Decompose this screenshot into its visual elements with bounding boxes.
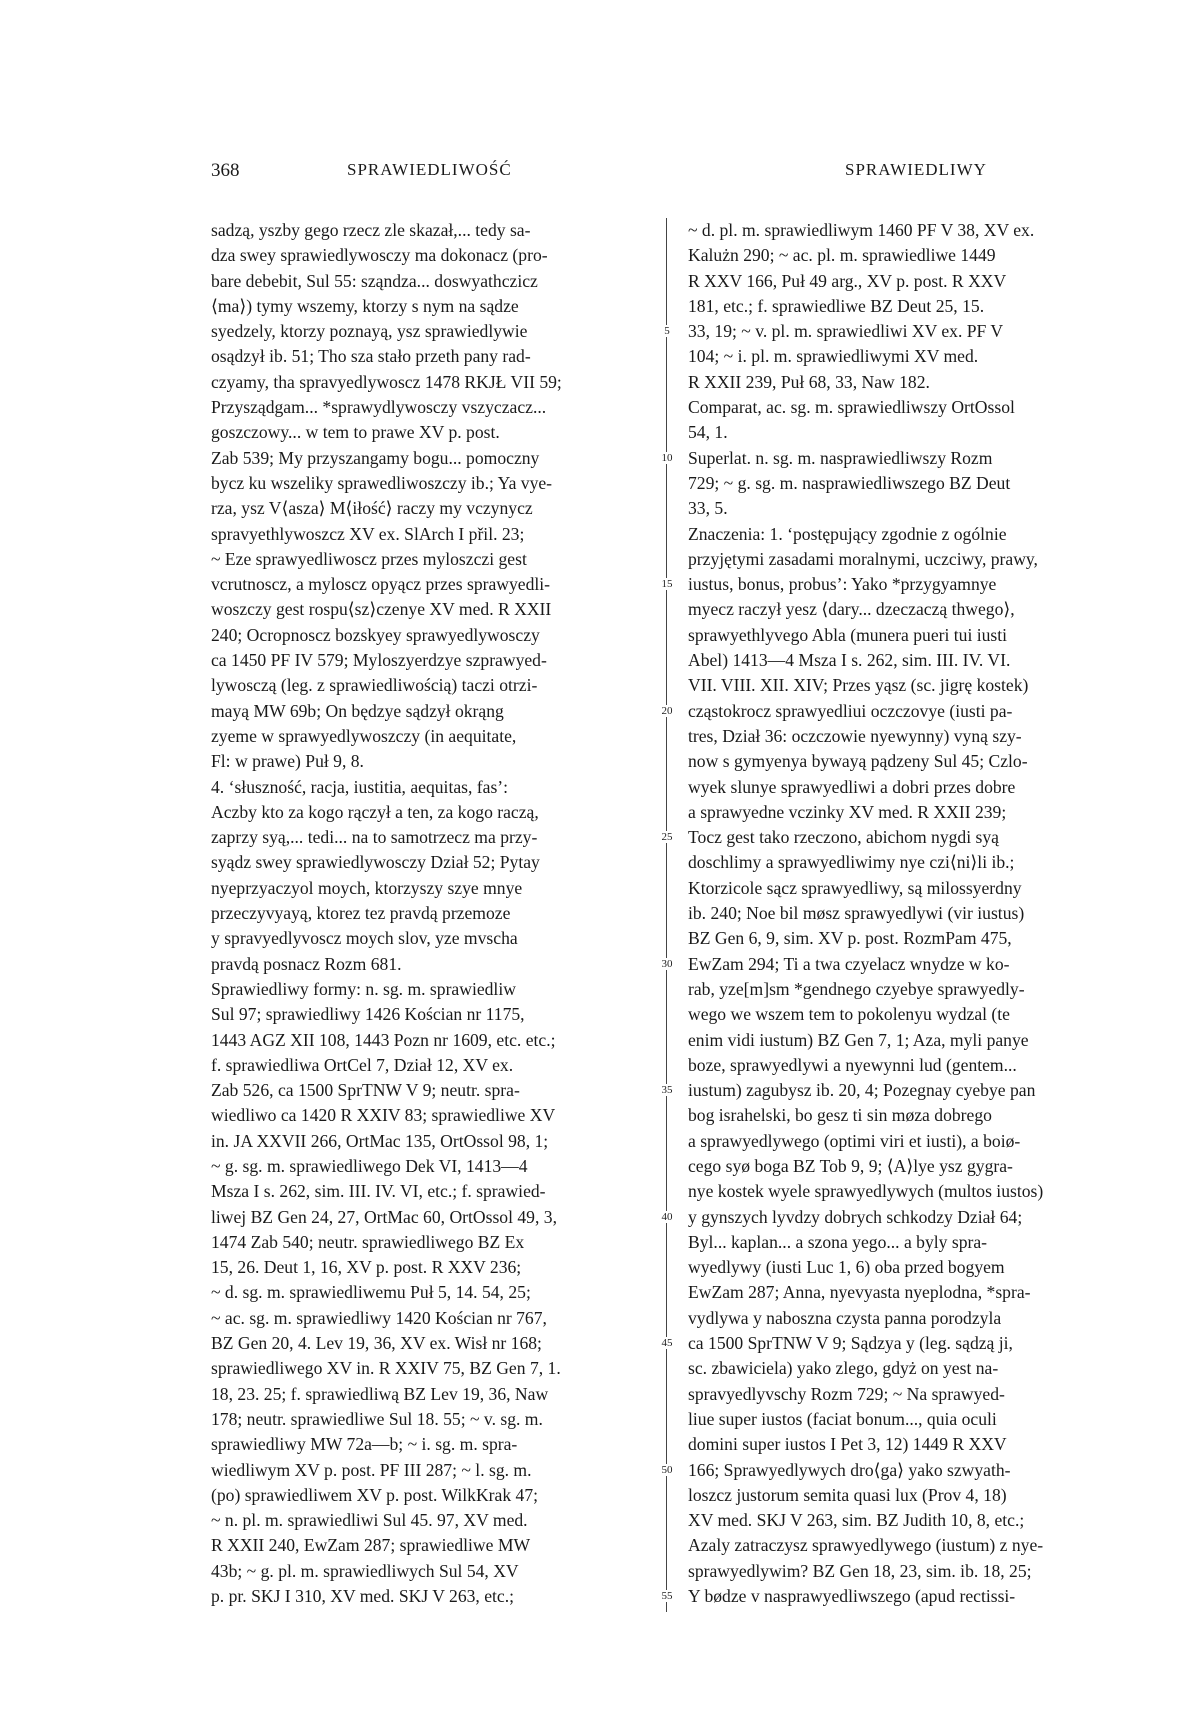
text-line: 1474 Zab 540; neutr. sprawiedliwego BZ Ex (211, 1231, 525, 1252)
line-number: 50 (656, 1464, 678, 1476)
text-line: Msza I s. 262, sim. III. IV. VI, etc.; f. sprawied- (211, 1181, 546, 1202)
text-line: cząstokrocz sprawyedliui oczczovye (iusti pa- (688, 700, 1013, 721)
text-line: wiedliwym XV p. post. PF III 287; ~ l. sg. m. (211, 1459, 532, 1480)
text-line: R XXII 239, Puł 68, 33, Naw 182. (688, 371, 930, 392)
text-line: 18, 23. 25; f. sprawiedliwą BZ Lev 19, 36, Naw (211, 1383, 549, 1404)
text-line: domini super iustos I Pet 3, 12) 1449 R XXV (688, 1434, 1007, 1455)
text-line: 178; neutr. sprawiedliwe Sul 18. 55; ~ v. sg. m. (211, 1408, 543, 1429)
text-line: Sul 97; sprawiedliwy 1426 Kościan nr 1175, (211, 1004, 525, 1025)
running-head-left: SPRAWIEDLIWOŚĆ (347, 160, 512, 179)
text-line: rab, yze[m]sm *gendnego czyebye sprawyedly- (688, 978, 1025, 999)
text-line: 240; Ocropnoscz bozskyey sprawyedlywosczy (211, 624, 540, 645)
text-line: R XXV 166, Puł 49 arg., XV p. post. R XXV (688, 270, 1007, 291)
text-line: osądzył ib. 51; Tho sza stało przeth pany rad- (211, 346, 531, 367)
text-line: f. sprawiedliwa OrtCel 7, Dział 12, XV ex. (211, 1054, 514, 1075)
text-line: 33, 19; ~ v. pl. m. sprawiedliwi XV ex. PF V (688, 321, 1004, 342)
text-line: y gynszych lyvdzy dobrych schkodzy Dział 64; (688, 1206, 1023, 1227)
left-text-column (211, 218, 651, 1609)
right-text-column (688, 218, 1129, 1609)
text-line: BZ Gen 20, 4. Lev 19, 36, XV ex. Wisł nr 168; (211, 1333, 542, 1354)
text-line: zaprzy syą,... tedi... na to samotrzecz ma przy- (211, 827, 538, 848)
text-line: Comparat, ac. sg. m. sprawiedliwszy OrtOssol (688, 397, 1015, 418)
line-number: 30 (656, 958, 678, 970)
text-line: p. pr. SKJ I 310, XV med. SKJ V 263, etc.; (211, 1586, 515, 1607)
text-line: 15, 26. Deut 1, 16, XV p. post. R XXV 236; (211, 1257, 522, 1278)
text-line: Byl... kaplan... a szona yego... a byly spra- (688, 1231, 988, 1252)
text-line: zyeme w sprawyedlywoszczy (in aequitate, (211, 725, 517, 746)
text-line: Kalużn 290; ~ ac. pl. m. sprawiedliwe 1449 (688, 245, 996, 266)
text-line: ~ d. pl. m. sprawiedliwym 1460 PF V 38, XV ex. (688, 220, 1035, 240)
text-line: sprawyethlyvego Abla (munera pueri tui iusti (688, 624, 1008, 645)
text-line: ~ g. sg. m. sprawiedliwego Dek VI, 1413—4 (211, 1155, 528, 1176)
text-line: sprawiedliwy MW 72a—b; ~ i. sg. m. spra- (211, 1434, 518, 1455)
line-number: 5 (656, 325, 678, 337)
text-line: Sprawiedliwy formy: n. sg. m. sprawiedliw (211, 978, 516, 999)
text-line: ~ Eze sprawyedliwoscz przes myloszczi gest (211, 548, 527, 569)
text-line: loszcz justorum semita quasi lux (Prov 4, 18) (688, 1484, 1007, 1505)
text-line: a sprawyedne vczinky XV med. R XXII 239; (688, 801, 1007, 822)
text-line: bycz ku wszeliky sprawedliwoszczy ib.; Ya vye- (211, 472, 553, 493)
text-line: liue super iustos (faciat bonum..., quia oculi (688, 1408, 997, 1429)
running-head-right: SPRAWIEDLIWY (845, 160, 987, 179)
text-line: Aczby kto za kogo rączył a ten, za kogo raczą, (211, 801, 539, 822)
text-line: spravyethlywoszcz XV ex. SlArch I přil. 23; (211, 523, 525, 544)
text-line: R XXII 240, EwZam 287; sprawiedliwe MW (211, 1535, 531, 1556)
text-line: Tocz gest tako rzeczono, abichom nygdi syą (688, 827, 999, 848)
line-number: 45 (656, 1337, 678, 1349)
text-line: ca 1500 SprTNW V 9; Sądzya y (leg. sądzą ji, (688, 1333, 1013, 1354)
text-line: Przysządgam... *sprawydlywosczy vszyczacz... (211, 397, 547, 418)
text-line: syądz swey sprawiedlywosczy Dział 52; Pytay (211, 852, 540, 873)
line-number: 10 (656, 452, 678, 464)
text-line: sc. zbawiciela) yako zlego, gdyż on yest na- (688, 1358, 999, 1379)
text-line: pravdą posnacz Rozm 681. (211, 953, 402, 974)
text-line: in. JA XXVII 266, OrtMac 135, OrtOssol 98, 1; (211, 1130, 549, 1151)
text-line: a sprawyedlywego (optimi viri et iusti), a boiø- (688, 1130, 1021, 1151)
text-line: 729; ~ g. sg. m. nasprawiedliwszego BZ Deut (688, 472, 1011, 493)
text-line: Superlat. n. sg. m. nasprawiedliwszy Rozm (688, 447, 993, 468)
line-number: 35 (656, 1084, 678, 1096)
text-line: BZ Gen 6, 9, sim. XV p. post. RozmPam 475, (688, 928, 1012, 949)
text-line: Ktorzicole sącz sprawyedliwy, są milossyerdny (688, 877, 1022, 898)
line-number: 40 (656, 1211, 678, 1223)
text-line: bare debebit, Sul 55: sząndza... doswyathczicz (211, 270, 538, 291)
text-line: iustum) zagubysz ib. 20, 4; Pozegnay cyebye pan (688, 1080, 1036, 1101)
text-line: 33, 5. (688, 498, 728, 519)
text-line: VII. VIII. XII. XIV; Przes yąsz (sc. jigrę kostek) (688, 675, 1029, 696)
text-line: nyeprzyaczyol moych, ktorzyszy szye mnye (211, 877, 523, 898)
text-line: spravyedlyvschy Rozm 729; ~ Na sprawyed- (688, 1383, 1005, 1404)
column-divider (666, 218, 667, 1612)
text-line: wyek slunye sprawyedliwi a dobri przes dobre (688, 776, 1016, 797)
text-line: wego we wszem tem to pokolenyu wydzal (te (688, 1004, 1010, 1025)
text-line: ⟨ma⟩) tymy wszemy, ktorzy s nym na sądze (211, 295, 519, 316)
text-line: doschlimy a sprawyedliwimy nye czi⟨ni⟩li ib.; (688, 852, 1015, 873)
text-line: syedzely, ktorzy poznayą, ysz sprawiedlywie (211, 321, 528, 342)
text-line: iustus, bonus, probus’: Yako *przygyamnye (688, 574, 997, 595)
text-line: woszczy gest rospu⟨sz⟩czenye XV med. R XXII (211, 599, 552, 620)
text-line: dza swey sprawiedlywosczy ma dokonacz (pro- (211, 245, 548, 266)
text-line: 1443 AGZ XII 108, 1443 Pozn nr 1609, etc. etc.; (211, 1029, 556, 1050)
text-line: (po) sprawiedliwem XV p. post. WilkKrak 47; (211, 1484, 539, 1505)
text-line: ca 1450 PF IV 579; Myloszyerdzye szprawyed- (211, 650, 547, 671)
text-line: Azaly zatraczysz sprawyedlywego (iustum) z nye- (688, 1535, 1044, 1556)
line-number: 15 (656, 578, 678, 590)
text-line: ~ n. pl. m. sprawiedliwi Sul 45. 97, XV med. (211, 1510, 528, 1531)
text-line: cego syø boga BZ Tob 9, 9; ⟨A⟩lye ysz gygra- (688, 1155, 1013, 1176)
text-line: boze, sprawyedlywi a nyewynni lud (gentem... (688, 1054, 1017, 1075)
text-line: wiedliwo ca 1420 R XXIV 83; sprawiedliwe XV (211, 1105, 556, 1126)
text-line: ~ d. sg. m. sprawiedliwemu Puł 5, 14. 54, 25; (211, 1282, 531, 1303)
line-number: 25 (656, 831, 678, 843)
text-line: vcrutnoscz, a myloscz opyącz przes sprawyedli- (211, 574, 551, 595)
text-line: Y bødze v nasprawyedliwszego (apud rectissi- (688, 1586, 1016, 1607)
text-line: vydlywa y naboszna czysta panna porodzyla (688, 1307, 1002, 1328)
text-line: sadzą, yszby gego rzecz zle skazał,... tedy sa- (211, 220, 531, 240)
text-line: nye kostek wyele sprawyedlywych (multos iustos) (688, 1181, 1044, 1202)
text-line: mayą MW 69b; On będzye sądzył okrąng (211, 700, 504, 721)
text-line: Fl: w prawe) Puł 9, 8. (211, 751, 364, 772)
text-line: EwZam 294; Ti a twa czyelacz wnydze w ko- (688, 953, 1010, 974)
text-line: goszczowy... w tem to prawe XV p. post. (211, 422, 500, 443)
text-line: przyjętymi zasadami moralnymi, uczciwy, prawy, (688, 548, 1038, 569)
line-number: 55 (656, 1590, 678, 1602)
page-number: 368 (211, 160, 240, 181)
text-line: myecz raczył yesz ⟨dary... dzeczaczą thwego⟩, (688, 599, 1015, 620)
text-line: przeczyvyayą, ktorez tez pravdą przemoze (211, 903, 511, 924)
text-line: 4. ‘słuszność, racja, iustitia, aequitas, fas’: (211, 776, 509, 797)
line-number: 20 (656, 705, 678, 717)
text-line: lywosczą (leg. z sprawiedliwością) taczi otrzi- (211, 675, 538, 696)
text-line: liwej BZ Gen 24, 27, OrtMac 60, OrtOssol 49, 3, (211, 1206, 557, 1227)
text-line: sprawiedliwego XV in. R XXIV 75, BZ Gen 7, 1. (211, 1358, 561, 1379)
text-line: Zab 539; My przyszangamy bogu... pomoczny (211, 447, 540, 468)
text-line: sprawyedlywim? BZ Gen 18, 23, sim. ib. 18, 25; (688, 1560, 1032, 1581)
text-line: tres, Dział 36: oczczowie nyewynny) vyną szy- (688, 725, 1022, 746)
text-line: ~ ac. sg. m. sprawiedliwy 1420 Kościan nr 767, (211, 1307, 547, 1328)
text-line: 181, etc.; f. sprawiedliwe BZ Deut 25, 15. (688, 295, 985, 316)
text-line: ib. 240; Noe bil møsz sprawyedlywi (vir iustus) (688, 903, 1025, 924)
text-line: Zab 526, ca 1500 SprTNW V 9; neutr. spra- (211, 1080, 520, 1101)
text-line: 166; Sprawyedlywych dro⟨ga⟩ yako szwyath- (688, 1459, 1011, 1480)
text-line: wyedlywy (iusti Luc 1, 6) oba przed bogyem (688, 1257, 1005, 1278)
text-line: Abel) 1413—4 Msza I s. 262, sim. III. IV. VI. (688, 650, 1011, 671)
text-line: czyamy, tha spravyedlywoscz 1478 RKJŁ VII 59; (211, 371, 562, 392)
text-line: bog israhelski, bo gesz ti sin møza dobrego (688, 1105, 992, 1126)
text-line: 104; ~ i. pl. m. sprawiedliwymi XV med. (688, 346, 979, 367)
text-line: 43b; ~ g. pl. m. sprawiedliwych Sul 54, XV (211, 1560, 519, 1581)
text-line: rza, ysz V⟨asza⟩ M⟨iłość⟩ raczy my vczynycz (211, 498, 533, 519)
text-line: Znaczenia: 1. ‘postępujący zgodnie z ogólnie (688, 523, 1007, 544)
text-line: now s gymyenya bywayą pądzeny Sul 45; Czlo- (688, 751, 1028, 772)
text-line: XV med. SKJ V 263, sim. BZ Judith 10, 8, etc.; (688, 1510, 1025, 1531)
text-line: y spravyedlyvoscz moych slov, yze mvscha (211, 928, 518, 949)
text-line: EwZam 287; Anna, nyevyasta nyeplodna, *spra- (688, 1282, 1031, 1303)
text-line: enim vidi iustum) BZ Gen 7, 1; Aza, myli panye (688, 1029, 1029, 1050)
text-line: 54, 1. (688, 422, 728, 443)
